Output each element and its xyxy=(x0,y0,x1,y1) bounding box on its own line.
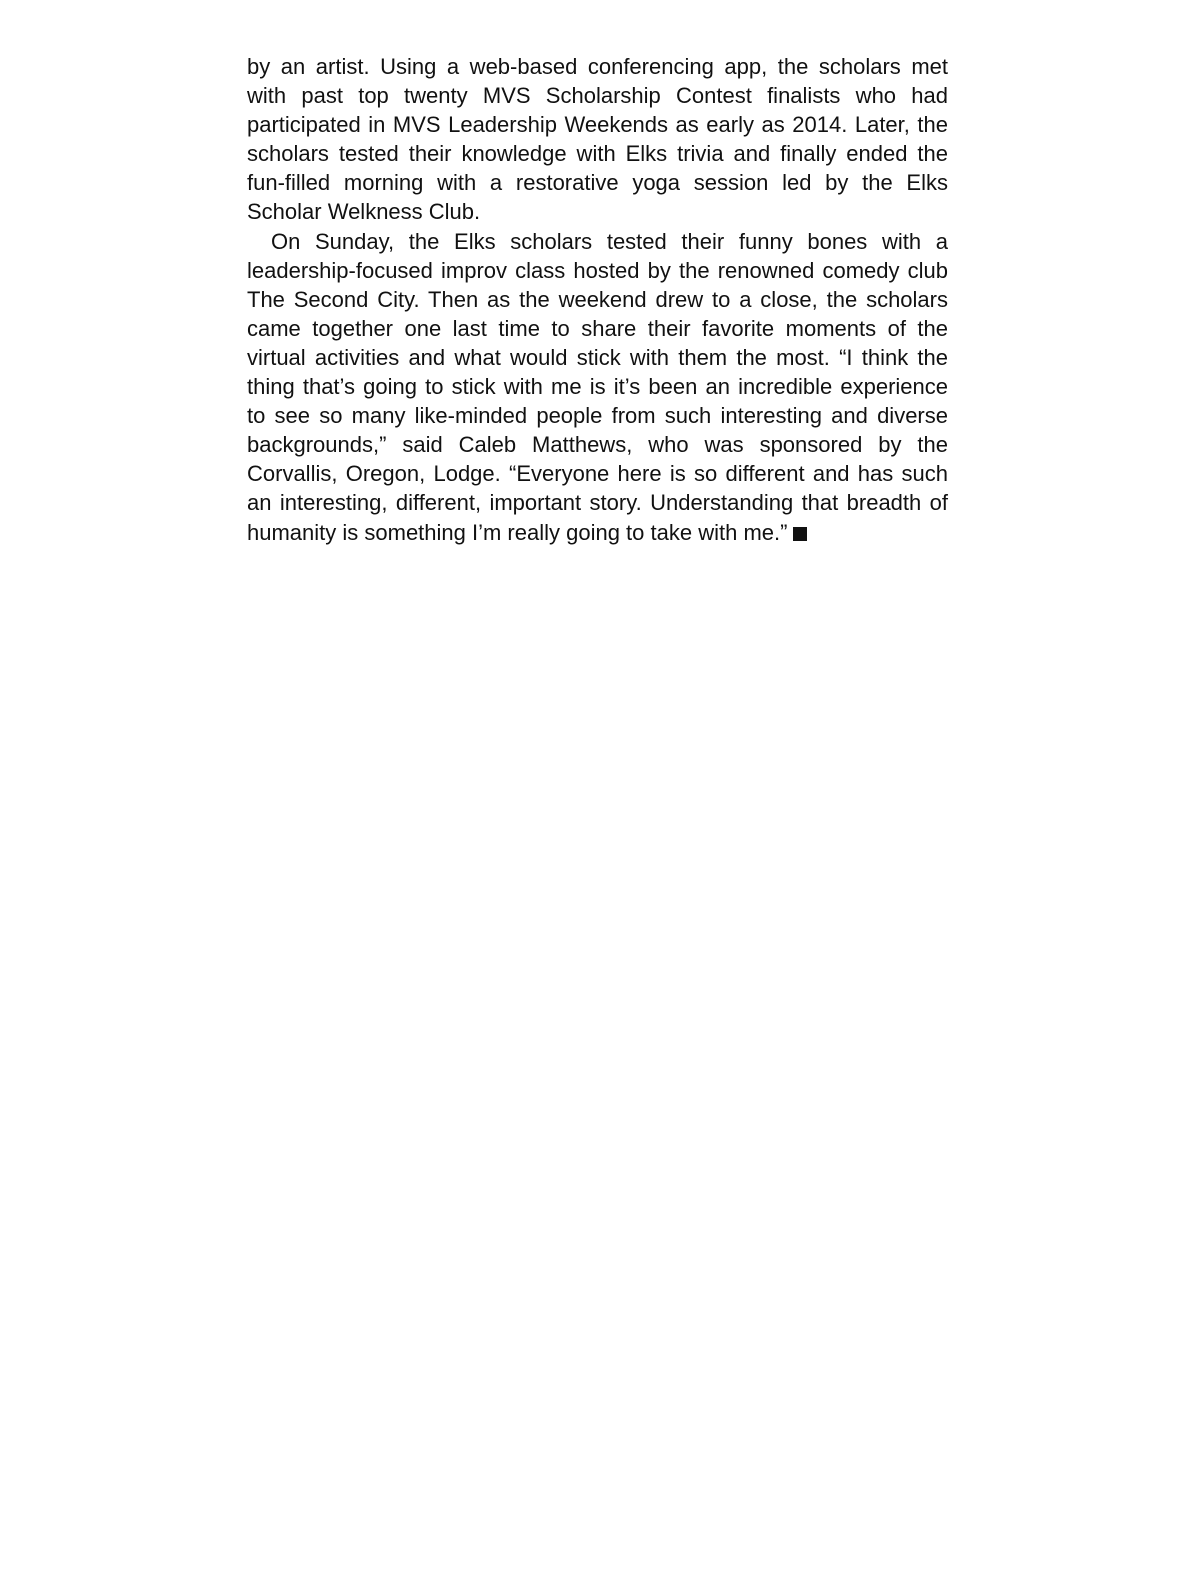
paragraph-1-text: by an artist. Using a web-based conferencing app, the scholars met with past top twenty MVS Scholarship Contest finalists who had participated in MVS Leadership Weekends as early as 2014. Later, the scholars tested their knowledge with Elks trivia and finally ended the fun-filled morning with a restorative yoga session led by the Elks Scholar Welkness Club. xyxy=(247,54,948,225)
paragraph-2-text: On Sunday, the Elks scholars tested their funny bones with a leadership-focused improv class hosted by the renowned comedy club The Second City. Then as the weekend drew to a close, the scholars came together one last time to share their favorite moments of the virtual activities and what would stick with them the most. “I think the thing that’s going to stick with me is it’s been an incredible experience to see so many like-minded people from such interesting and diverse backgrounds,” said Caleb Matthews, who was sponsored by the Corvallis, Oregon, Lodge. “Everyone here is so different and has such an interesting, different, important story. Understanding that breadth of humanity is something I’m really going to take with me.” xyxy=(247,228,948,545)
black-square-icon xyxy=(793,527,807,541)
article-paragraph-2 xyxy=(247,227,948,547)
article-paragraph-1 xyxy=(247,52,948,227)
article-body xyxy=(247,52,948,547)
